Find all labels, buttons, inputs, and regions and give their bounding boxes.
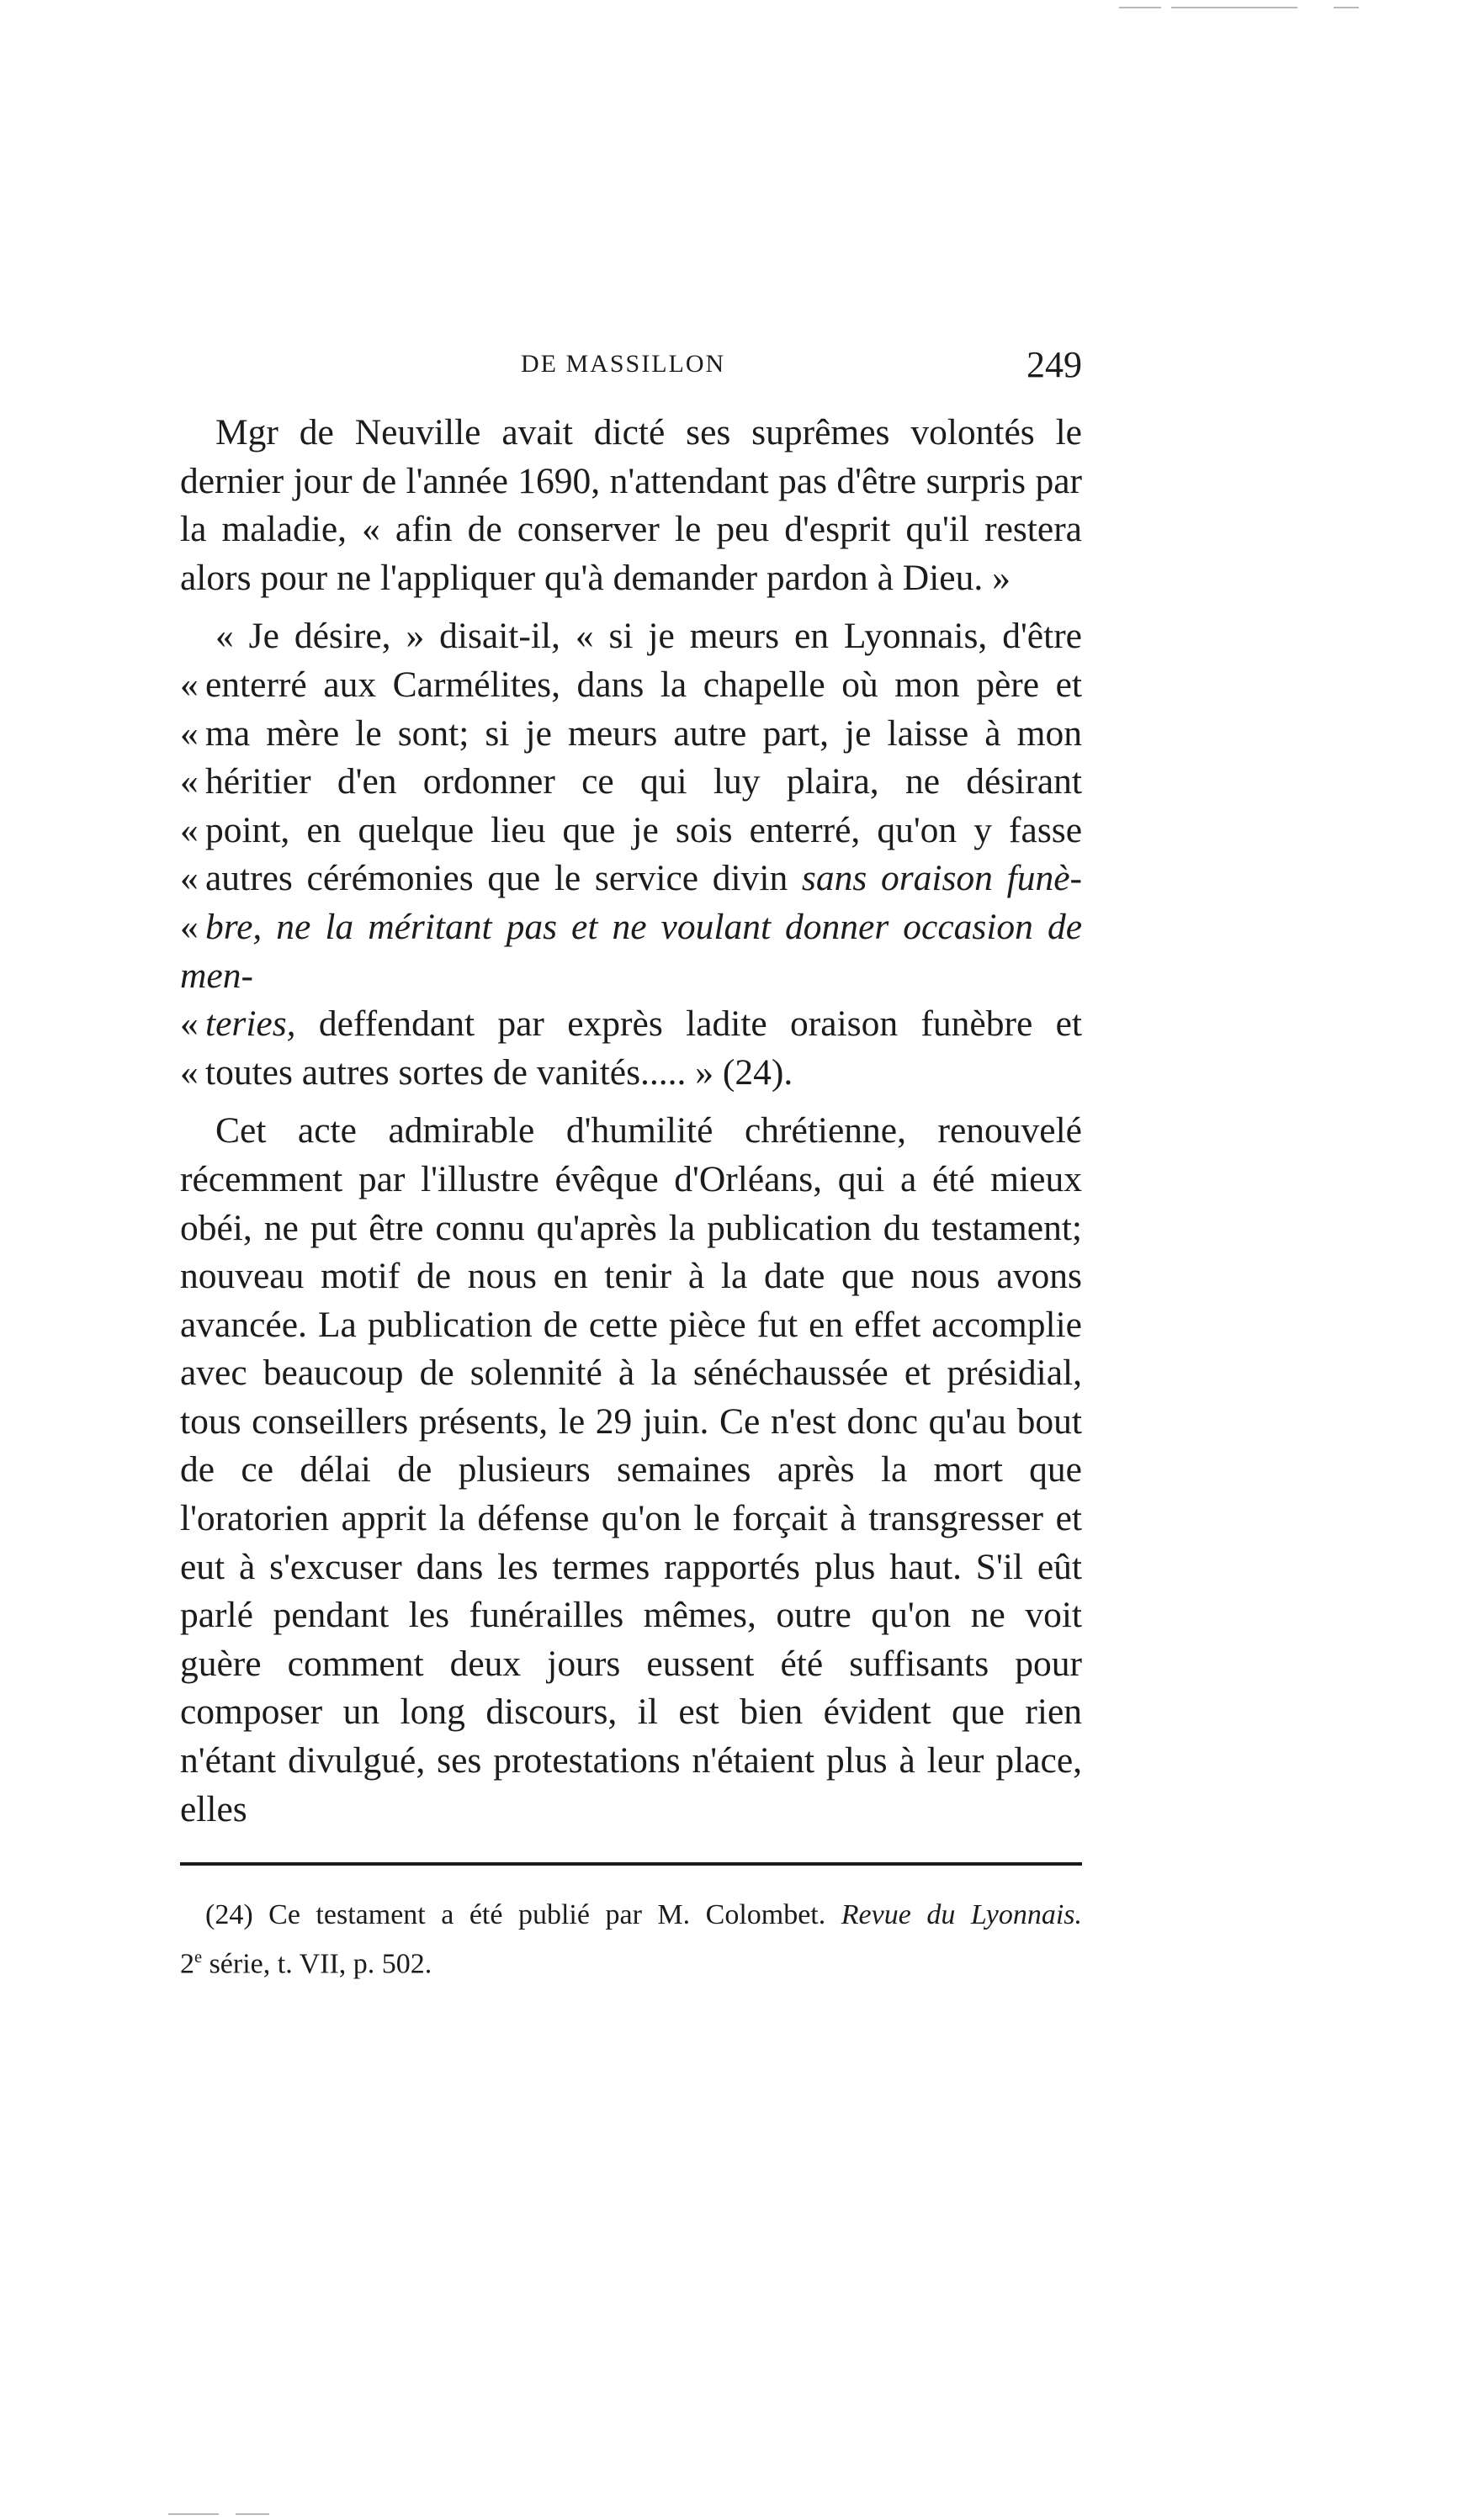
footnote-24 (180, 1894, 1082, 1985)
quote-line (180, 710, 1082, 759)
quote-mark: « (180, 858, 199, 899)
quote-line (180, 855, 1082, 903)
footnote-rule (180, 1862, 1082, 1866)
footnote-text: série, t. VII, p. 502. (202, 1948, 432, 1980)
scan-edge-mark (1334, 7, 1359, 8)
quote-mark: « (180, 906, 199, 947)
quote-mark: « (180, 1003, 199, 1045)
quote-line (180, 661, 1082, 710)
footnote-journal-title: Revue du Lyonnais. (841, 1899, 1082, 1930)
quote-mark: « (180, 712, 199, 754)
scan-edge-mark (236, 2513, 269, 2515)
running-head (180, 343, 1082, 385)
paragraph-1: Mgr de Neuville avait dicté ses suprêmes volontés le dernier jour de l'année 1690, n'attendant pas d'être surpris par la maladie, « afin de conserver le peu d'esprit qu'il restera alors pour ne l'appliquer qu'à demander pardon à Dieu. » (180, 412, 1082, 598)
scan-edge-mark (168, 2513, 219, 2515)
quote-line-text: héritier d'en ordonner ce qui luy plaira, ne désirant (205, 761, 1082, 802)
paragraph-2: Cet acte admirable d'humilité chrétienne, renouvelé récemment par l'illustre évêque d'Orléans, qui a été mieux obéi, ne put être connu qu'après la publication du testament; nouveau motif de nous en tenir à la date que nous avons avancée. La publication de cette pièce fut en effet accomplie avec beaucoup de solennité à la sénéchaussée et présidial, tous conseillers présents, le 29 juin. Ce n'est donc qu'au bout de ce délai de plusieurs semaines après la mort que l'oratorien apprit la défense qu'on le forçait à transgresser et eut à s'excuser dans les termes rapportés plus haut. S'il eût parlé pendant les funérailles mêmes, outre qu'on ne voit guère comment deux jours eussent été suffisants pour composer un long discours, il est bien évident que rien n'étant divulgué, ses protestations n'étaient plus à leur place, elles (180, 1110, 1082, 1829)
scan-edge-mark (1171, 7, 1297, 8)
quote-italic-text: teries, (205, 1003, 296, 1045)
main-text (180, 409, 1082, 1834)
quote-line-text: point, en quelque lieu que je sois enterré, qu'on y fasse (205, 809, 1082, 850)
quote-mark: « (180, 761, 199, 802)
footnote-text: (24) Ce testament a été publié par M. Colombet. (205, 1899, 841, 1930)
quote-line (180, 903, 1082, 1000)
quote-line-text: toutes autres sortes de vanités..... » (24). (205, 1051, 793, 1093)
footnote-series-number: 2 (180, 1948, 194, 1980)
quote-line-text: deffendant par exprès ladite oraison funèbre et (295, 1003, 1082, 1045)
quote-mark: « (180, 664, 199, 705)
quote-line-text: autres cérémonies que le service divin (205, 858, 802, 899)
quote-line (180, 1049, 1082, 1098)
footnote-superscript: e (194, 1948, 203, 1967)
quote-line-text: enterré aux Carmélites, dans la chapelle où mon père et (205, 664, 1082, 705)
footnote-line (180, 1936, 1082, 1985)
scan-edge-mark (1119, 7, 1161, 8)
quote-line: « Je désire, » disait-il, « si je meurs en Lyonnais, d'être (215, 616, 1082, 657)
quote-italic-text: bre, ne la méritant pas et ne voulant donner occasion de men- (180, 906, 1082, 996)
quote-line-text: ma mère le sont; si je meurs autre part, je laisse à mon (205, 712, 1082, 754)
quote-italic-text: sans oraison funè- (801, 858, 1082, 899)
quote-mark: « (180, 1051, 199, 1093)
testament-quote (180, 612, 1082, 1097)
running-title: DE MASSILLON (521, 350, 726, 378)
footnote-line (180, 1894, 1082, 1936)
quote-line (180, 1000, 1082, 1049)
quote-mark: « (180, 809, 199, 850)
page-number: 249 (1026, 344, 1082, 385)
quote-line (180, 758, 1082, 807)
quote-line (180, 807, 1082, 855)
